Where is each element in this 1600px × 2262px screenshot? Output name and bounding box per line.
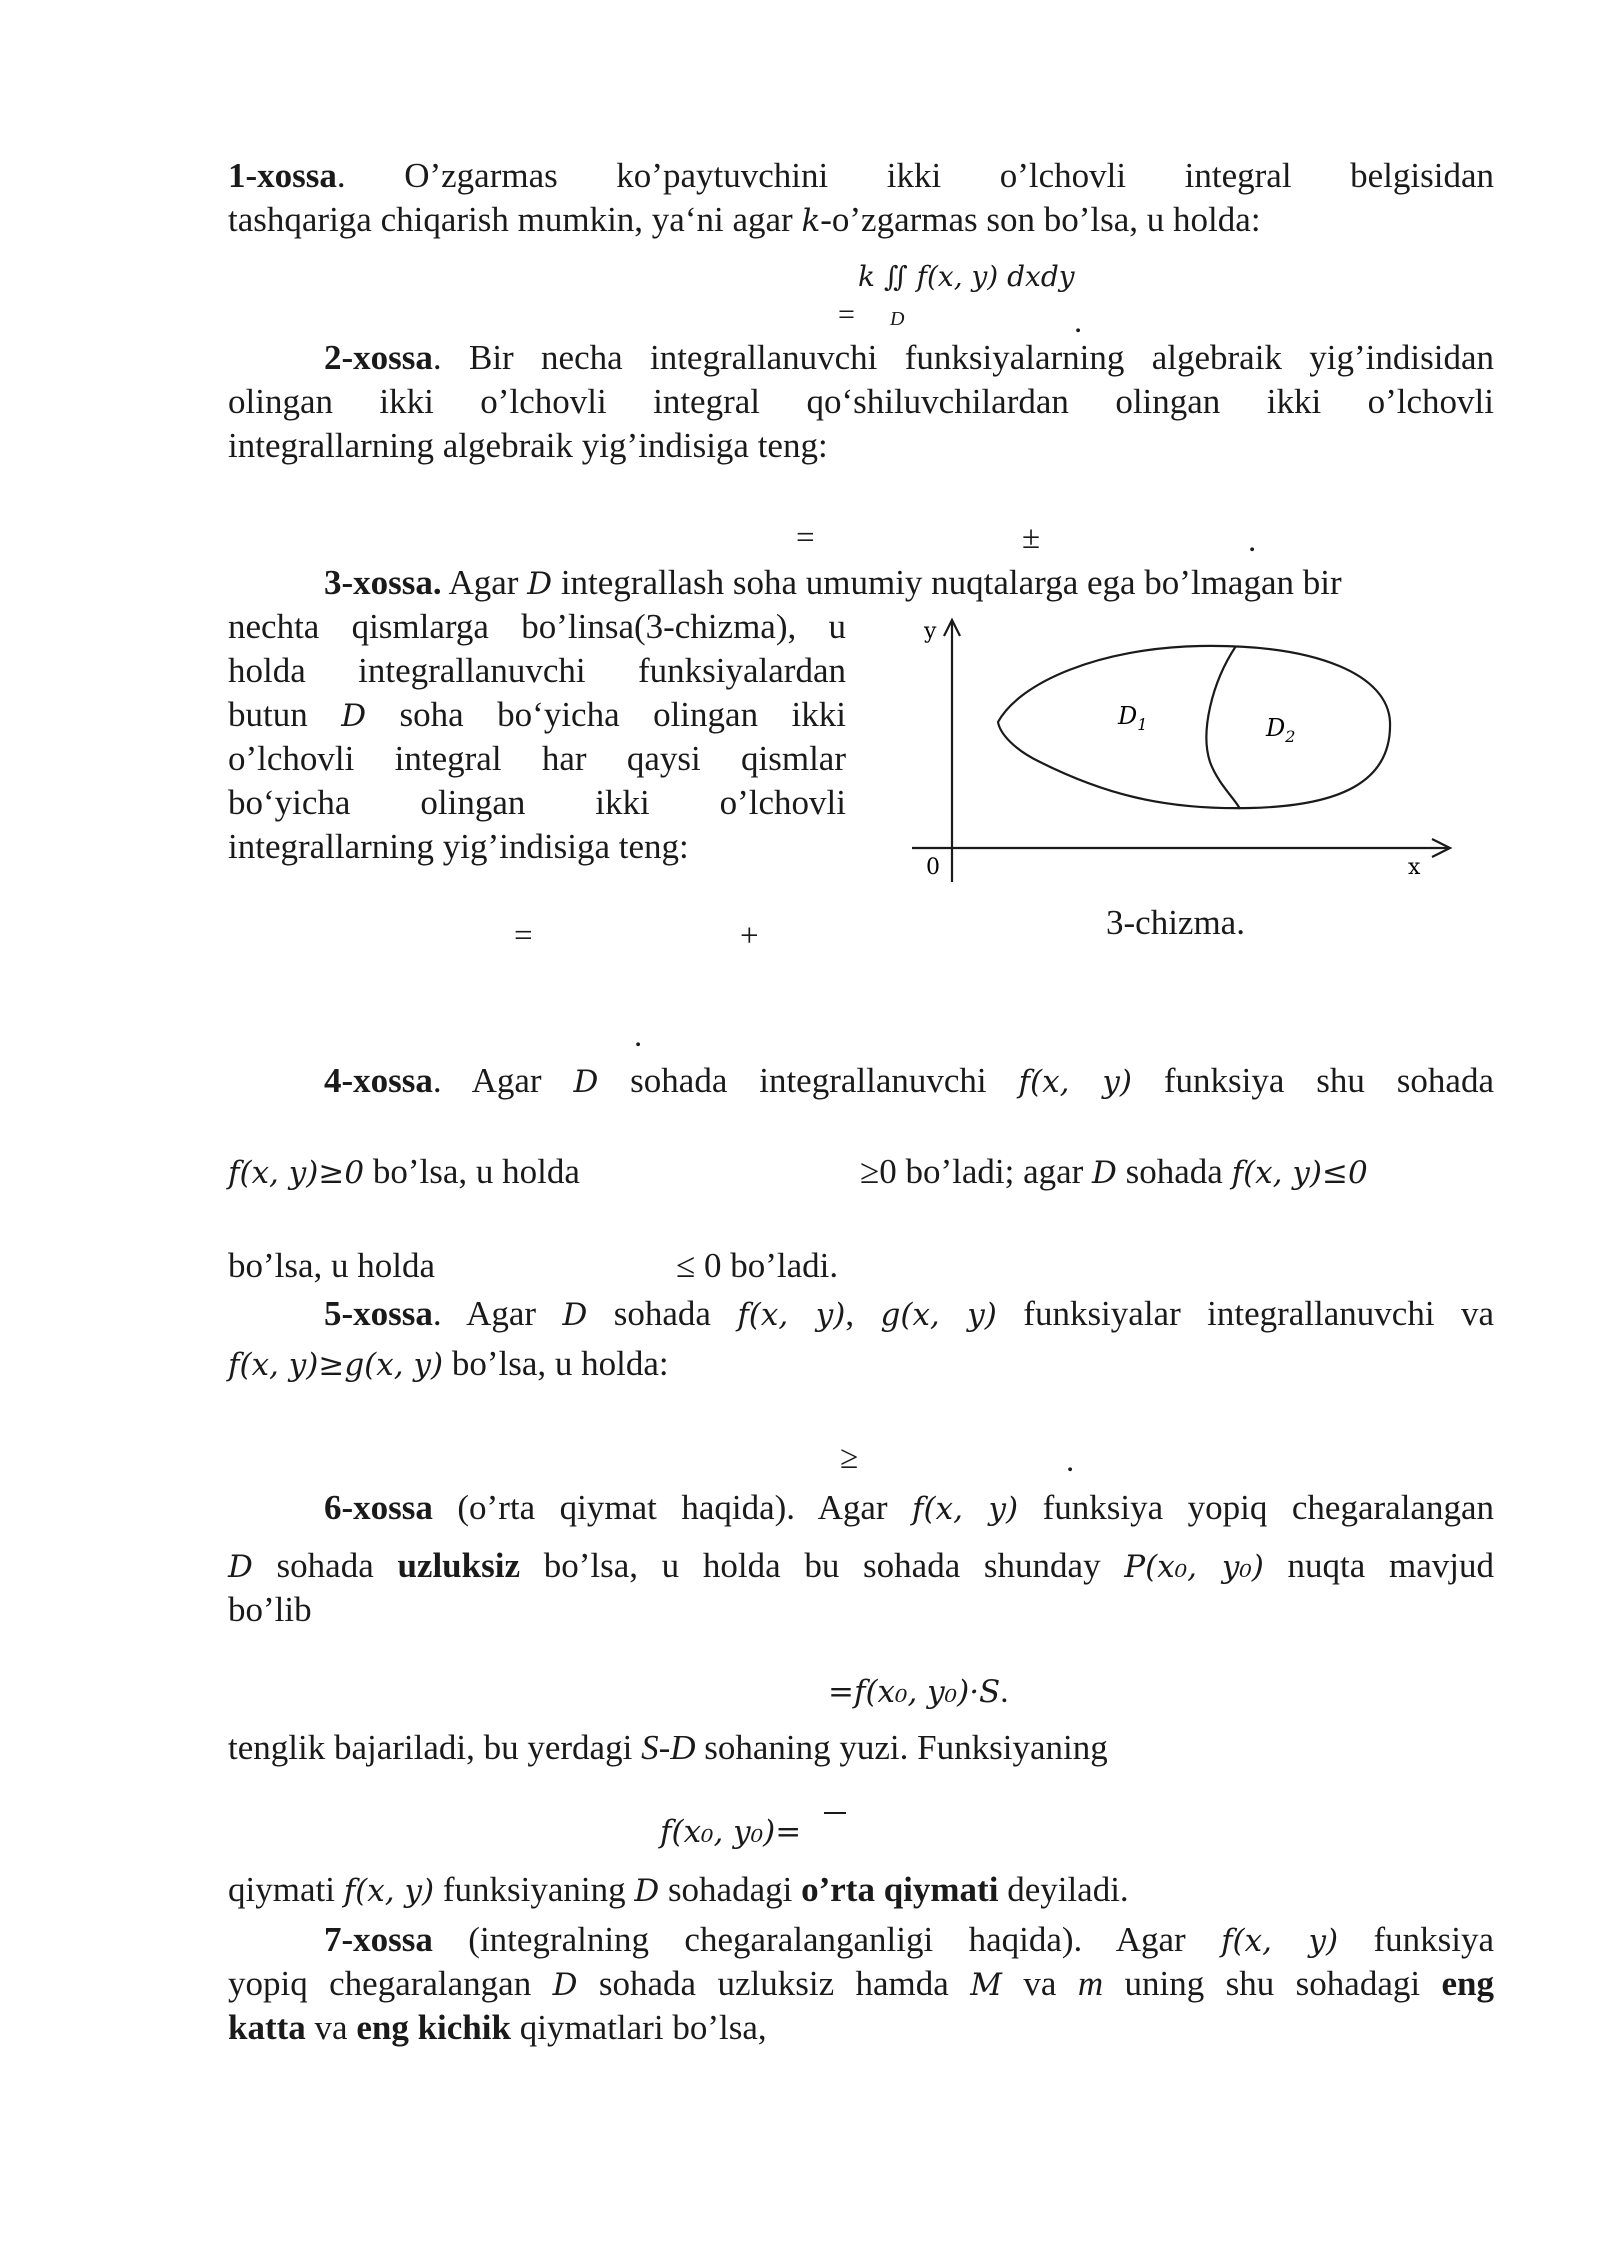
xossa5-ge: ≥ <box>840 1440 859 1476</box>
xossa2-pm: ± <box>1022 520 1041 556</box>
xossa4-line2-a: f(x, y)≥0 bo’lsa, u holda <box>228 1152 580 1191</box>
xossa3-line7: integrallarning yig’indisiga teng: <box>228 827 689 866</box>
xossa1-title: 1-xossa <box>228 156 337 195</box>
k-symbol: k <box>801 203 821 239</box>
xossa2-line2: olingan ikki o’lchovli integral qo‘shiluvchilardan olingan ikki o’lchovli <box>228 382 1494 421</box>
xossa4-title: 4-xossa <box>324 1061 433 1100</box>
xossa3-title: 3-xossa. <box>324 563 442 602</box>
xossa6-mean-formula: f(x₀, y₀)= <box>660 1814 802 1850</box>
xossa2-line3: integrallarning algebraik yig’indisiga teng: <box>228 426 828 465</box>
xossa1-formula: k ∬ f(x, y) dxdy <box>858 260 1075 293</box>
xossa2-eq: = <box>796 520 815 556</box>
xossa6-formula: =f(x₀, y₀)·S. <box>828 1674 1009 1710</box>
xossa3-line6: bo‘yicha olingan ikki o’lchovli <box>228 783 846 822</box>
region-d1-label: $D_1$ <box>1118 702 1148 734</box>
x-axis-label: x <box>1408 855 1421 880</box>
region-divider <box>1206 646 1240 809</box>
xossa1-eq: = <box>838 298 855 331</box>
xossa1-line1: 1-xossa. O’zgarmas ko’paytuvchini ikki o’lchovli integral belgisidan <box>228 156 1494 195</box>
xossa5-title: 5-xossa <box>324 1294 433 1333</box>
xossa2-line1: 2-xossa. Bir necha integrallanuvchi funksiyalarning algebraik yig’indisidan <box>324 338 1494 377</box>
xossa1-formula-sub: D <box>890 308 905 330</box>
region-d2-label: $D_2$ <box>1266 714 1296 746</box>
xossa3-eq: = <box>514 918 533 954</box>
xossa7-line3: katta va eng kichik qiymatlari bo’lsa, <box>228 2008 767 2047</box>
xossa6-line1: 6-xossa (o’rta qiymat haqida). Agar f(x, y) funksiya yopiq chegaralangan <box>324 1488 1494 1527</box>
figure-caption: 3-chizma. <box>1106 903 1245 942</box>
xossa3-line2: nechta qismlarga bo’linsa(3-chizma), u <box>228 607 846 646</box>
xossa3-line3: holda integrallanuvchi funksiyalardan <box>228 651 846 690</box>
xossa6-fraction-bar <box>824 1812 846 1814</box>
xossa3-line1: 3-xossa. Agar D integrallash soha umumiy nuqtalarga ega bo’lmagan bir <box>324 563 1342 602</box>
xossa4-line3-b: ≤ 0 bo’ladi. <box>676 1246 839 1285</box>
xossa6-line3: bo’lib <box>228 1590 312 1629</box>
xossa2-title: 2-xossa <box>324 338 433 377</box>
xossa5-line1: 5-xossa. Agar D sohada f(x, y), g(x, y) funksiyalar integrallanuvchi va <box>324 1294 1494 1333</box>
xossa3-line4: butun D soha bo‘yicha olingan ikki <box>228 695 846 734</box>
xossa5-dot: . <box>1066 1443 1075 1479</box>
xossa4-line2-b: ≥0 bo’ladi; agar D sohada f(x, y)≤0 <box>860 1152 1368 1191</box>
xossa2-dot: . <box>1248 523 1257 559</box>
xossa6-title: 6-xossa <box>324 1488 433 1527</box>
xossa6-line2: D sohada uzluksiz bo’lsa, u holda bu sohada shunday P(x₀, y₀) nuqta mavjud <box>228 1546 1494 1585</box>
xossa1-dot: . <box>1074 304 1083 340</box>
xossa3-dot: . <box>634 1018 643 1054</box>
xossa6-line5: qiymati f(x, y) funksiyaning D sohadagi o’rta qiymati deyiladi. <box>228 1870 1129 1909</box>
xossa7-line1: 7-xossa (integralning chegaralanganligi haqida). Agar f(x, y) funksiya <box>324 1920 1494 1959</box>
figure-3-chizma <box>900 612 1460 892</box>
xossa1-line2: tashqariga chiqarish mumkin, ya‘ni agar k-o’zgarmas son bo’lsa, u holda: <box>228 200 1261 239</box>
origin-label: 0 <box>926 855 940 880</box>
xossa7-title: 7-xossa <box>324 1920 433 1959</box>
xossa7-line2: yopiq chegaralangan D sohada uzluksiz hamda M va m uning shu sohadagi eng <box>228 1964 1495 2003</box>
xossa4-line1: 4-xossa. Agar D sohada integrallanuvchi f(x, y) funksiya shu sohada <box>324 1061 1494 1100</box>
xossa5-line2: f(x, y)≥g(x, y) bo’lsa, u holda: <box>228 1344 669 1383</box>
y-axis-label: y <box>924 619 937 644</box>
xossa4-line3-a: bo’lsa, u holda <box>228 1246 436 1285</box>
xossa3-plus: + <box>740 918 759 954</box>
region-boundary <box>998 646 1390 808</box>
xossa3-line5: o’lchovli integral har qaysi qismlar <box>228 739 846 778</box>
xossa6-line4: tenglik bajariladi, bu yerdagi S-D sohaning yuzi. Funksiyaning <box>228 1728 1108 1767</box>
